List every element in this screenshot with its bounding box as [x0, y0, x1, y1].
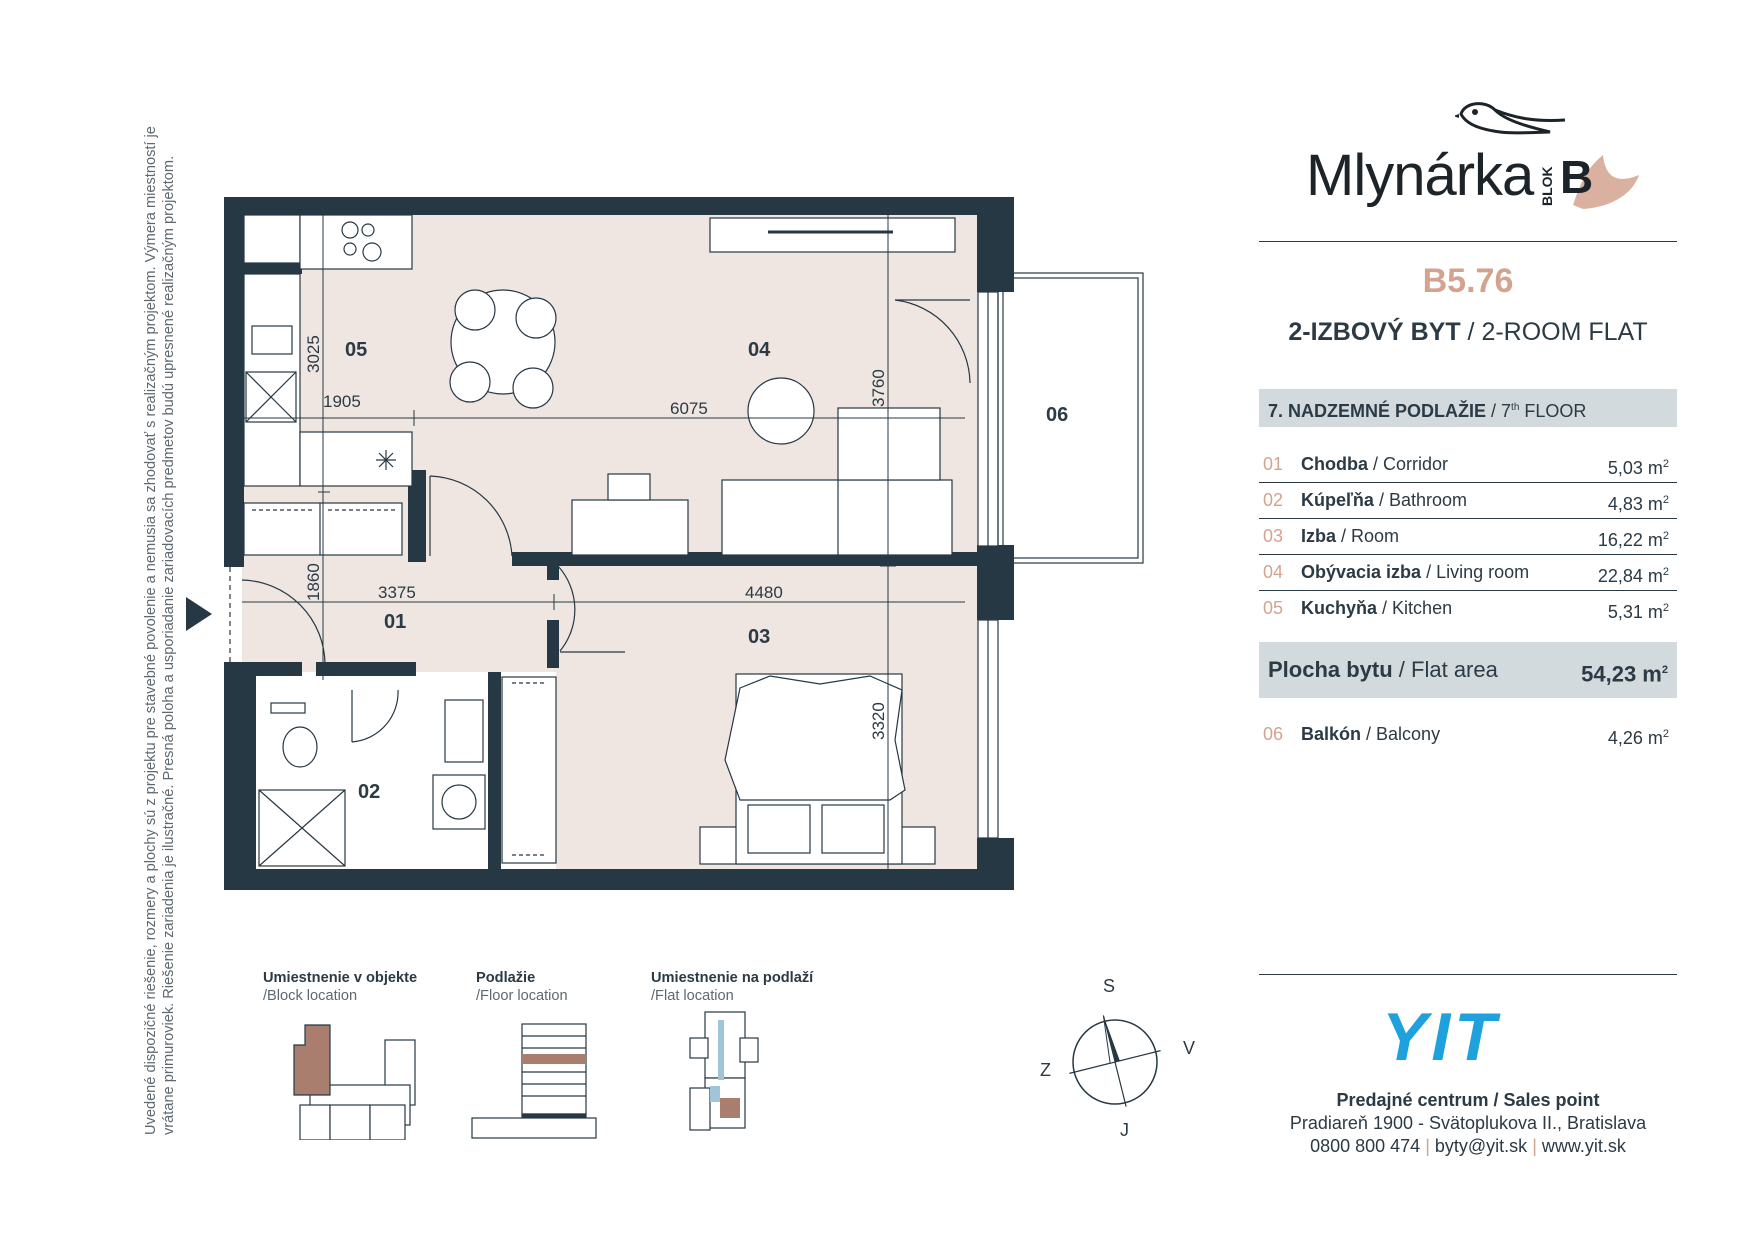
- room-name-en: Bathroom: [1388, 490, 1468, 510]
- compass-east: V: [1183, 1038, 1196, 1058]
- dim-1905: 1905: [323, 392, 361, 411]
- room-row: 03 Izba / Room 16,22 $m^2$: [1259, 519, 1677, 555]
- room-label-06: 06: [1046, 404, 1069, 426]
- room-name-en: Kitchen: [1392, 598, 1453, 618]
- block-location-subtitle: /Block location: [263, 988, 358, 1004]
- room-no: 01: [1263, 454, 1284, 474]
- room-label-03: 03: [748, 626, 771, 648]
- room-no: 03: [1263, 526, 1284, 546]
- flat-code: B5.76: [1422, 262, 1514, 300]
- flat-location-title: Umiestnenie na podlaží: [651, 970, 814, 986]
- room-area-unit: 2: [1662, 530, 1669, 542]
- floor-bar: 7. NADZEMNÉ PODLAŽIE / 7th FLOOR: [1259, 389, 1677, 427]
- floor-location-title: Podlažie: [476, 970, 536, 986]
- flat-area-value: 54,23 m: [1581, 661, 1662, 687]
- block-letter: B: [1560, 151, 1594, 203]
- balcony-area: 4,26 m: [1607, 728, 1663, 748]
- room-no: 05: [1263, 598, 1284, 618]
- room-area: 5,03 m: [1607, 458, 1663, 478]
- room-name-en: Living room: [1436, 562, 1530, 582]
- floor-location-subtitle: /Floor location: [476, 988, 568, 1004]
- disclaimer-text: Uvedené dispozičné riešenie, rozmery a plochy sú z projektu pre stavebné povolenie a nemusia sa zhodovať s realizačným projektom. Výmera miestností je vrátane primuroviek. Riešenie zariadenia je ilustračné. Presná poloha a usporiadanie zariadovacích predmetov budú upresnené realizačným projektom.: [143, 126, 177, 1135]
- dim-3760: 3760: [869, 369, 888, 407]
- yit-logo: YIT: [1382, 999, 1500, 1075]
- compass-icon: [1040, 990, 1170, 1130]
- floor-en-num: 7: [1501, 401, 1512, 421]
- sales-contact: 0800 800 474 | byty@yit.sk | www.yit.sk: [1310, 1136, 1626, 1156]
- flat-type: 2-IZBOVÝ BYT / 2-ROOM FLAT: [1288, 318, 1648, 346]
- room-area-unit: 2: [1662, 494, 1669, 506]
- room-no: 04: [1263, 562, 1284, 582]
- brand-name: Mlynárka: [1306, 143, 1534, 208]
- room-row: 01 Chodba / Corridor 5,03 $m^2$: [1259, 447, 1677, 483]
- floor-sk: 7. NADZEMNÉ PODLAŽIE: [1268, 401, 1487, 421]
- block-location-title: Umiestnenie v objekte: [263, 970, 418, 986]
- room-name-sk: Kuchyňa: [1301, 598, 1378, 618]
- room-name-sk: Chodba: [1301, 454, 1368, 474]
- room-table: [1259, 447, 1677, 626]
- sales-email[interactable]: byty@yit.sk: [1434, 1136, 1528, 1156]
- room-area-unit: 2: [1662, 566, 1669, 578]
- flat-area-sk: Plocha bytu: [1268, 657, 1393, 682]
- dim-3375: 3375: [378, 583, 416, 602]
- room-area: 5,31 m: [1607, 602, 1663, 622]
- compass-north: S: [1103, 976, 1116, 996]
- sales-title: Predajné centrum / Sales point: [1336, 1090, 1600, 1110]
- room-label-04: 04: [748, 339, 771, 361]
- dim-6075: 6075: [670, 399, 708, 418]
- balcony: [998, 273, 1143, 563]
- divider-bottom: [1259, 974, 1677, 975]
- floor-location-map: [470, 1022, 600, 1140]
- floor-en-word: FLOOR: [1524, 401, 1587, 421]
- room-name-sk: Izba: [1301, 526, 1337, 546]
- dim-3320: 3320: [869, 702, 888, 740]
- dim-4480: 4480: [745, 583, 783, 602]
- room-row: 05 Kuchyňa / Kitchen 5,31 $m^2$: [1259, 591, 1677, 626]
- balcony-no: 06: [1263, 724, 1284, 744]
- flat-type-sk: 2-IZBOVÝ BYT: [1288, 318, 1461, 346]
- room-area-unit: 2: [1662, 602, 1669, 614]
- floor-en-sup: th: [1511, 402, 1520, 413]
- room-label-02: 02: [358, 781, 381, 803]
- flat-area-unit: 2: [1661, 664, 1668, 676]
- room-area: 4,83 m: [1607, 494, 1663, 514]
- flat-area-bar: Plocha bytu / Flat area 54,23 $m^2$: [1259, 642, 1677, 698]
- room-name-sk: Kúpeľňa: [1301, 490, 1374, 510]
- sales-phone: 0800 800 474: [1310, 1136, 1421, 1156]
- entrance-arrow: [186, 597, 212, 631]
- room-row: 04 Obývacia izba / Living room 22,84 $m^2$: [1259, 555, 1677, 591]
- block-location-map: [290, 1015, 420, 1140]
- room-label-05: 05: [345, 339, 368, 361]
- balcony-en: Balcony: [1376, 724, 1441, 744]
- flat-area-en: Flat area: [1411, 657, 1498, 682]
- room-name-en: Corridor: [1383, 454, 1449, 474]
- balcony-row: 06 Balkón / Balcony 4,26 $m^2$: [1259, 717, 1677, 751]
- room-label-01: 01: [384, 611, 407, 633]
- dim-1860: 1860: [304, 563, 323, 601]
- dim-3025: 3025: [304, 335, 323, 373]
- room-no: 02: [1263, 490, 1284, 510]
- flat-location-map: [680, 1008, 770, 1140]
- block-word: BLOK: [1539, 166, 1555, 206]
- compass-west: Z: [1040, 1060, 1051, 1080]
- divider-top: [1259, 241, 1677, 242]
- balcony-sk: Balkón: [1301, 724, 1362, 744]
- sales-address: Pradiareň 1900 - Svätoplukova II., Bratislava: [1289, 1113, 1647, 1133]
- room-area: 16,22 m: [1597, 530, 1663, 550]
- room-name-en: Room: [1351, 526, 1400, 546]
- balcony-area-unit: 2: [1662, 728, 1669, 740]
- room-name-sk: Obývacia izba: [1301, 562, 1422, 582]
- room-area-unit: 2: [1662, 458, 1669, 470]
- compass-south: J: [1120, 1120, 1129, 1140]
- sales-web[interactable]: www.yit.sk: [1541, 1136, 1626, 1156]
- room-area: 22,84 m: [1597, 566, 1663, 586]
- flat-location-subtitle: /Flat location: [651, 988, 734, 1004]
- flat-type-en: 2-ROOM FLAT: [1481, 318, 1648, 346]
- room-row: 02 Kúpeľňa / Bathroom 4,83 $m^2$: [1259, 483, 1677, 519]
